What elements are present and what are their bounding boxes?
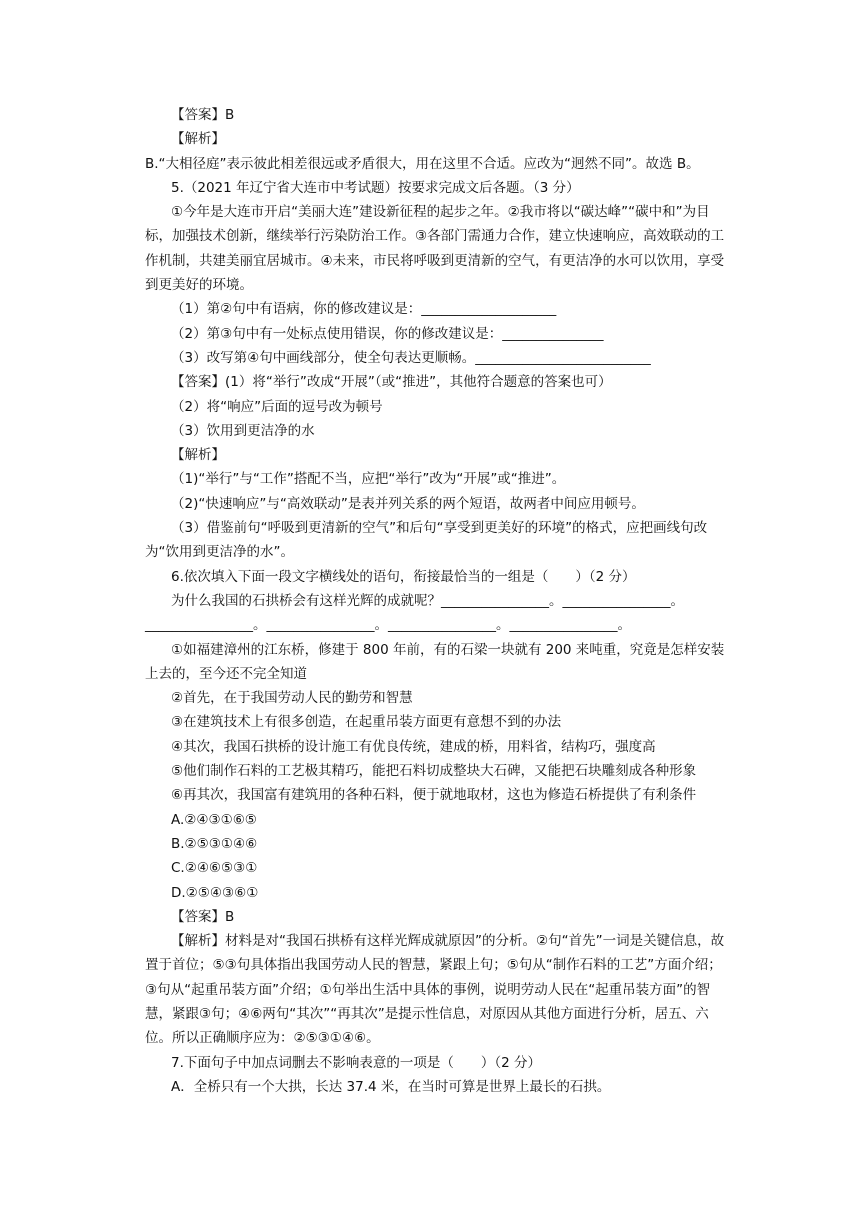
- answer-5-1: 【答案】(1）将“举行”改成“开展”（或“推进”，其他符合题意的答案也可）: [171, 374, 612, 391]
- analysis-label: 【解析】: [171, 131, 225, 148]
- answer-5-3: （3）饮用到更洁净的水: [171, 422, 315, 439]
- option-c: C.②④⑥⑤③①: [171, 860, 258, 877]
- question-6-prompt: 为什么我国的石拱桥会有这样光辉的成就呢？________________。________________。________________。________________。________________。________________。: [145, 592, 684, 634]
- option-b: B.②⑤③①④⑥: [171, 835, 258, 852]
- option-d: D.②⑤④③⑥①: [171, 884, 259, 901]
- analysis-5-1: （1)“举行”与“工作”搭配不当，应把“举行”改为“开展”或“推进”。: [171, 471, 566, 488]
- question-5-sub-3: （3）改写第④句中画线部分，使全句表达更顺畅。__________________________: [171, 349, 651, 366]
- question-7-option-a: A．全桥只有一个大拱，长达 37.4 米，在当时可算是世界上最长的石拱。: [171, 1078, 611, 1095]
- analysis-6: 【解析】材料是对“我国石拱桥有这样光辉成就原因”的分析。②句“首先”一词是关键信息，故置于首位；⑤③句具体指出我国劳动人民的智慧，紧跟上句；⑤句从“制作石料的工艺”方面介绍；③句从“起重吊装方面”介绍；①句举出生活中具体的事例，说明劳动人民在“起重吊装方面”的智慧，紧跟③句；④⑥两句“其次”“再其次”是提示性信息，对原因从其他方面进行分析，居五、六位。所以正确顺序应为：②⑤③①④⑥。: [145, 933, 725, 1047]
- question-5-passage: ①今年是大连市开启“美丽大连”建设新征程的起步之年。②我市将以“碳达峰”“碳中和”为目标，加强技术创新，继续举行污染防治工作。③各部门需通力合作，建立快速响应，高效联动的工作机制，共建美丽宜居城市。④未来，市民将呼吸到更清新的空气，有更洁净的水可以饮用，享受到更美好的环境。: [145, 204, 725, 294]
- question-6-item-1: ①如福建漳州的江东桥，修建于 800 年前，有的石梁一块就有 200 来吨重，究竟是怎样安装上去的，至今还不完全知道: [145, 641, 725, 682]
- question-7-title: 7.下面句子中加点词删去不影响表意的一项是（ ）（2 分）: [171, 1054, 542, 1071]
- question-6-item-2: ②首先，在于我国劳动人民的勤劳和智慧: [171, 690, 413, 707]
- answer-6: 【答案】B: [171, 908, 235, 925]
- question-6-item-5: ⑤他们制作石料的工艺极其精巧，能把石料切成整块大石碑，又能把石块雕刻成各种形象: [171, 763, 697, 780]
- option-a: A.②④③①⑥⑤: [171, 811, 257, 828]
- analysis-5-2: （2)“快速响应”与“高效联动”是表并列关系的两个短语，故两者中间应用顿号。: [171, 495, 645, 512]
- question-6-item-4: ④其次，我国石拱桥的设计施工有优良传统，建成的桥，用料省，结构巧，强度高: [171, 738, 656, 755]
- question-6-item-6: ⑥再其次，我国富有建筑用的各种石料，便于就地取材，这也为修造石桥提供了有利条件: [171, 787, 697, 804]
- question-6-title: 6.依次填入下面一段文字横线处的语句，衔接最恰当的一组是（ ）（2 分）: [171, 568, 636, 585]
- answer-5-2: （2）将“响应”后面的逗号改为顿号: [171, 398, 383, 415]
- question-6-item-3: ③在建筑技术上有很多创造，在起重吊装方面更有意想不到的办法: [171, 714, 562, 731]
- question-5-sub-1: （1）第②句中有语病，你的修改建议是：____________________: [171, 301, 557, 318]
- analysis-5-3: （3）借鉴前句“呼吸到更清新的空气”和后句“享受到更美好的环境”的格式，应把画线句改为“饮用到更洁净的水”。: [145, 520, 708, 561]
- document-body: [145, 103, 725, 1099]
- analysis-5-label: 【解析】: [171, 447, 225, 464]
- answer-label: 【答案】B: [171, 107, 235, 123]
- analysis-text: B.“大相径庭”表示彼此相差很远或矛盾很大，用在这里不合适。应改为“迥然不同”。故选 B。: [145, 155, 700, 172]
- question-5-sub-2: （2）第③句中有一处标点使用错误，你的修改建议是：_______________: [171, 325, 604, 342]
- question-5-title: 5.（2021 年辽宁省大连市中考试题）按要求完成文后各题。（3 分）: [171, 179, 580, 196]
